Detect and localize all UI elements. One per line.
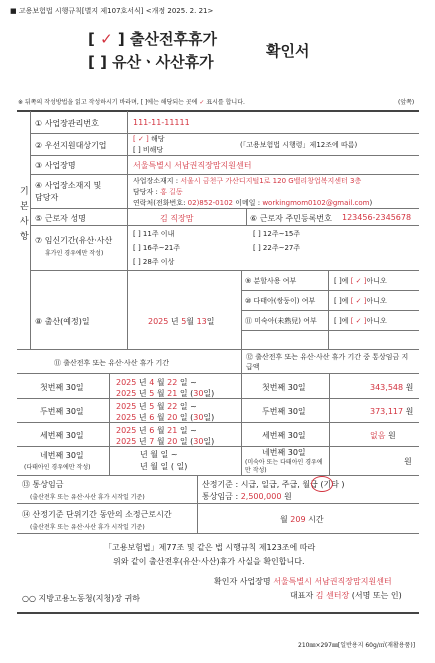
hours-label-sub: (출산전후 또는 유산·사산 휴가 시작일 기준) <box>30 524 145 531</box>
unit: 년 <box>136 413 150 422</box>
priority-support-no[interactable]: [ ] 비해당 <box>133 146 164 154</box>
title-text-1: 출산전후휴가 <box>130 30 217 48</box>
value: 20 <box>167 413 178 422</box>
wage-paid-amount[interactable] <box>370 382 413 393</box>
year: 2025 <box>148 317 169 326</box>
fourth-won[interactable]: 원 <box>404 457 412 466</box>
confirm-line-2: 위와 같이 출산전후(유산·사산)휴가 사실을 확인합니다. <box>113 557 305 566</box>
value: 2025 <box>116 426 137 435</box>
wage-paid-label: 세번째 30일 <box>262 431 306 440</box>
value: 2025 <box>116 389 137 398</box>
multiple-birth-choice[interactable] <box>334 296 387 306</box>
employee-id-label: ⑥ 근로자 주민등록번호 <box>250 214 332 223</box>
workplace-name-value[interactable]: 서울특별시 서남권직장맘지원센터 <box>133 161 252 170</box>
phone-value: 02)852-0102 <box>187 199 233 207</box>
no-checkbox-checked[interactable]: [ ✓ ] <box>350 297 367 305</box>
unit: 월 <box>154 426 168 435</box>
wage-paid-header: ⑫ 출산전후 또는 유산·사산 휴가 기간 중 통상임금 지급액 <box>246 353 409 371</box>
name-value: 서울특별시 서남권직장맘지원센터 <box>273 577 392 586</box>
bracket: ] <box>117 30 125 48</box>
unit: 년 <box>136 437 150 446</box>
email-value: workingmom0102@gmail.com <box>262 199 370 207</box>
unit: 년 <box>136 389 150 398</box>
representative[interactable] <box>290 590 402 601</box>
field-label: 이메일 : <box>233 199 263 207</box>
notice-pre: ※ 뒤쪽의 작성방법을 읽고 작성하시기 바라며, [ ]에는 해당되는 곳에 <box>18 99 200 106</box>
hours-number: 209 <box>290 515 306 524</box>
address-label-2: 담당자 <box>35 193 59 202</box>
monthly-circle-icon <box>311 476 333 492</box>
fourth-label: 네번째 30일 <box>40 451 84 460</box>
value: 30 <box>193 389 204 398</box>
unit: 일 ( <box>177 389 194 398</box>
person-line[interactable] <box>133 187 183 197</box>
value: 22 <box>167 402 178 411</box>
law-reference <box>10 6 213 16</box>
fourth-sub: (다태아인 경우에만 작성) <box>24 464 91 471</box>
unit: 원 <box>403 383 414 392</box>
value: 없음 <box>370 431 386 440</box>
value: 2025 <box>116 378 137 387</box>
amount-value: 2,500,000 <box>240 492 282 501</box>
notice <box>18 97 245 106</box>
title-option-2[interactable] <box>88 51 214 72</box>
period-start[interactable] <box>116 401 197 412</box>
unit: 일 <box>206 317 215 326</box>
unit: 일) <box>203 389 215 398</box>
unit: 월 <box>154 413 168 422</box>
unit: 월 <box>280 515 291 524</box>
employee-id-value[interactable]: 123456-2345678 <box>342 213 412 222</box>
option-label: 해당 <box>148 135 165 143</box>
law-ref-text: ■ 고용보험법 시행규칙[별지 제107호서식] <box>10 7 146 15</box>
value: 21 <box>167 426 178 435</box>
hours-label: ⑭ 산정기준 단위기간 동안의 소정근로시간 <box>22 510 172 519</box>
yes-checkbox[interactable]: [ ]예 <box>334 277 349 285</box>
wage-paid-amount[interactable] <box>370 406 413 417</box>
period-header: ⑪ 출산전후 또는 유산·사산 휴가 기간 <box>54 359 170 367</box>
unit: 일 ( <box>177 413 194 422</box>
rep-value: 김 센터장 <box>315 591 350 600</box>
paper-spec: 210㎜×297㎜[일반용지 60g/㎡(재활용품)] <box>298 642 416 649</box>
period-start[interactable] <box>116 377 197 388</box>
value: 2025 <box>116 402 137 411</box>
premature-choice[interactable] <box>334 316 387 326</box>
field-label: 대표자 <box>290 591 316 600</box>
field-label: 담당자 : <box>133 188 161 196</box>
period-end[interactable] <box>116 412 214 423</box>
unit: 월 <box>154 389 168 398</box>
value: 4 <box>149 378 155 387</box>
title-option-1[interactable] <box>88 28 217 49</box>
no-checkbox-checked[interactable]: [ ✓ ] <box>350 317 367 325</box>
period-end[interactable] <box>116 388 214 399</box>
priority-support-label: ② 우선지원대상기업 <box>35 141 107 150</box>
wage-paid-amount[interactable] <box>370 430 396 441</box>
paren: ) <box>369 199 373 207</box>
month: 5 <box>181 317 187 326</box>
value: 2025 <box>116 413 137 422</box>
value: 373,117 <box>370 407 404 416</box>
value: 30 <box>193 413 204 422</box>
contact-line[interactable] <box>133 198 372 208</box>
value: 5 <box>149 402 155 411</box>
employee-name-label: ⑤ 근로자 성명 <box>35 214 86 223</box>
address-line[interactable] <box>133 176 361 186</box>
day: 13 <box>196 317 207 326</box>
unit: 일) <box>203 437 215 446</box>
wage-amount[interactable] <box>202 491 292 502</box>
unit: 년 <box>136 402 150 411</box>
value: 5 <box>149 389 155 398</box>
no-label: 아니오 <box>366 277 387 285</box>
unit: 년 <box>136 378 150 387</box>
confirm-line-1: 「고용보험법」제77조 및 같은 법 시행규칙 제123조에 따라 <box>104 543 316 552</box>
value: 30 <box>193 437 204 446</box>
wage-paid-label: 첫번째 30일 <box>262 383 306 392</box>
birth-date-label: ⑧ 출산(예정)일 <box>35 317 90 326</box>
pregnancy-opt-2[interactable]: [ ] 12주~15주 <box>253 230 301 238</box>
sign-note: (서명 또는 인) <box>349 591 402 600</box>
hours-value[interactable] <box>280 514 324 525</box>
value: 21 <box>167 389 178 398</box>
value: 22 <box>167 378 178 387</box>
field-label: 통상임금 : <box>202 492 241 501</box>
unit: 일 ~ <box>177 378 197 387</box>
yes-checkbox[interactable]: [ ]예 <box>334 317 349 325</box>
value: 343,548 <box>370 383 404 392</box>
page-side: (앞쪽) <box>398 99 415 106</box>
wage-paid-label: 두번째 30일 <box>262 407 306 416</box>
address-label-1: ④ 사업장소재지 및 <box>35 181 102 190</box>
unit: 월 <box>186 317 197 326</box>
period-label: 세번째 30일 <box>40 431 84 440</box>
title-text-2: 유산ㆍ사산휴가 <box>112 53 214 71</box>
employee-name-value[interactable]: 김 직장맘 <box>160 214 194 223</box>
yes-checkbox[interactable]: [ ]예 <box>334 297 349 305</box>
priority-support-note: (「고용보험법 시행령」제12조에 따름) <box>240 141 358 149</box>
unit: 월 <box>154 437 168 446</box>
unit: 년 <box>136 426 150 435</box>
checkbox-checked[interactable]: [ ✓ ] <box>133 135 149 143</box>
no-label: 아니오 <box>366 297 387 305</box>
unit: 시간 <box>305 515 324 524</box>
split-use-label: ⑨ 분할사용 여부 <box>245 277 297 285</box>
fourth-period-2[interactable]: 년 월 일 ( 일) <box>140 462 188 471</box>
wage-label-sub: (출산전후 또는 유산·사산 휴가 시작일 기준) <box>30 494 145 501</box>
unit: 일 ~ <box>177 402 197 411</box>
side-label: 기 본 사 항 <box>20 187 29 242</box>
check-mark-icon: ✓ <box>199 99 205 106</box>
birth-date-value[interactable] <box>148 316 214 327</box>
period-start[interactable] <box>116 425 197 436</box>
wage-label: ⑬ 통상임금 <box>22 480 64 489</box>
workplace-number-label: ① 사업장관리번호 <box>35 119 99 128</box>
unit: 원 <box>403 407 414 416</box>
period-label: 첫번째 30일 <box>40 383 84 392</box>
field-label: 연락처(전화번호: <box>133 199 188 207</box>
period-label: 두번째 30일 <box>40 407 84 416</box>
workplace-name-label: ③ 사업장명 <box>35 161 76 170</box>
unit: 일 ~ <box>177 426 197 435</box>
split-use-choice[interactable] <box>334 276 387 286</box>
pregnancy-opt-5[interactable]: [ ] 28주 이상 <box>133 258 175 266</box>
premature-label: ⑪ 미숙아(未熟兒) 여부 <box>245 317 317 325</box>
pregnancy-opt-4[interactable]: [ ] 22주~27주 <box>253 244 301 252</box>
fourth-period-1[interactable]: 년 월 일 ~ <box>140 450 178 459</box>
pregnancy-opt-1[interactable]: [ ] 11주 이내 <box>133 230 175 238</box>
address-value: 서울시 금천구 가산디지털1로 120 G밸리창업복지센터 3층 <box>180 177 362 185</box>
pregnancy-label-1: ⑦ 임신기간(유산·사산 <box>35 236 113 245</box>
fourth-wage-sub: (미숙아 또는 다태아인 경우에만 작성) <box>245 459 323 474</box>
notice-post: 표시를 합니다. <box>204 99 245 106</box>
no-label: 아니오 <box>366 317 387 325</box>
fourth-wage-label: 네번째 30일 <box>262 448 306 457</box>
pregnancy-opt-3[interactable]: [ ] 16주~21주 <box>133 244 181 252</box>
workplace-number-value[interactable]: 111-11-11111 <box>133 118 190 127</box>
check-mark-icon: ✓ <box>100 30 113 48</box>
period-end[interactable] <box>116 436 214 447</box>
unit: 일 ( <box>177 437 194 446</box>
unit: 월 <box>154 378 168 387</box>
pregnancy-label-2: 휴가인 경우에만 작성) <box>45 250 104 257</box>
unit: 월 <box>154 402 168 411</box>
addressee: ○○ 지방고용노동청(지청)장 귀하 <box>22 594 141 603</box>
value: 2025 <box>116 437 137 446</box>
no-checkbox-checked[interactable]: [ ✓ ] <box>350 277 367 285</box>
wage-basis[interactable]: 산정기준 : 시급, 일급, 주급, 월급 (기타 ) <box>202 480 345 489</box>
unit: 원 <box>281 492 292 501</box>
value: 7 <box>149 437 155 446</box>
person-value: 홍 길동 <box>160 188 183 196</box>
unit: 년 <box>168 317 182 326</box>
bracket: [ <box>88 30 95 48</box>
field-label: 사업장소재지 : <box>133 177 181 185</box>
value: 6 <box>149 413 155 422</box>
unit: 일) <box>203 413 215 422</box>
value: 20 <box>167 437 178 446</box>
multiple-birth-label: ⑩ 다태아(쌍둥이) 여부 <box>245 297 316 305</box>
value: 6 <box>149 426 155 435</box>
title-suffix: 확인서 <box>266 42 310 60</box>
unit: 원 <box>385 431 396 440</box>
revision-text: <개정 2025. 2. 21> <box>145 7 214 15</box>
confirmer-name[interactable] <box>214 576 392 587</box>
field-label: 확인자 사업장명 <box>214 577 274 586</box>
priority-support-yes[interactable] <box>133 134 165 144</box>
bracket: [ ] <box>88 53 107 71</box>
